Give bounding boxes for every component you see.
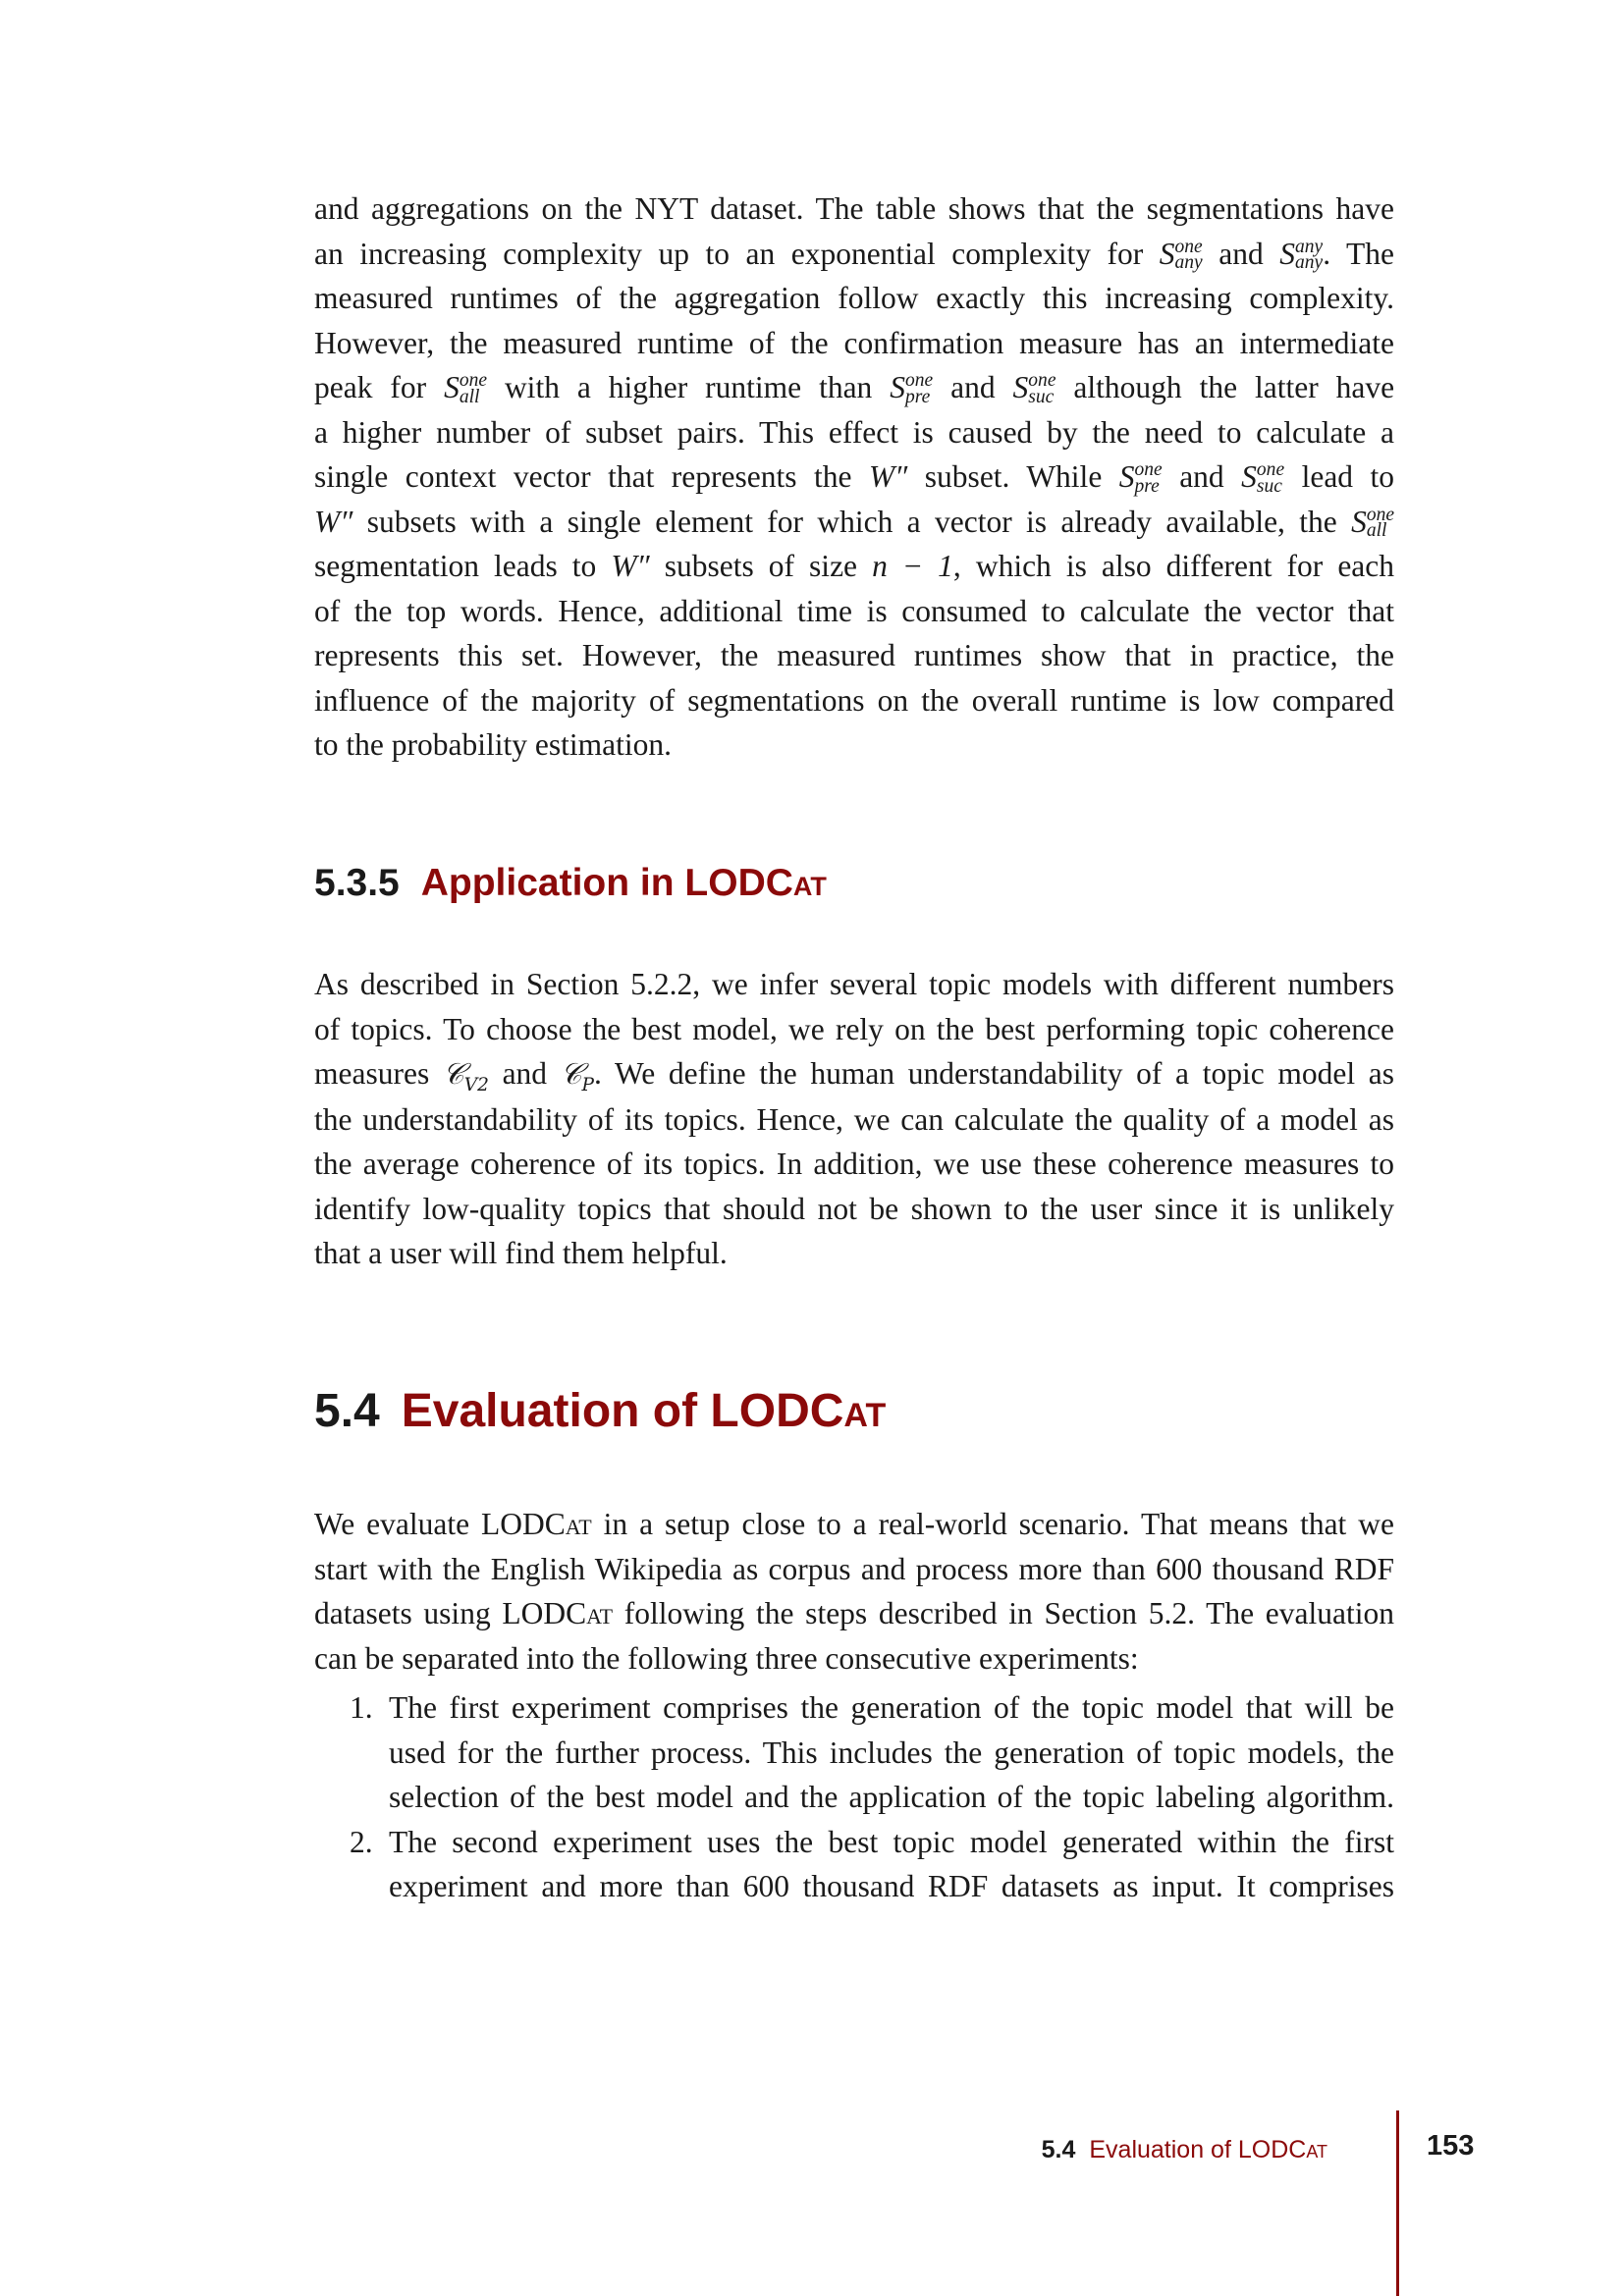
text-line: and aggregations on the NYT dataset. The table shows that the segmentations have: [314, 191, 1394, 226]
math-s-one-any: S one any: [1159, 236, 1203, 274]
text-line: used for the further process. This includes the generation of topic models, the: [389, 1735, 1394, 1770]
text-line: an increasing complexity up to an exponential complexity for S one any and S any any . The: [314, 236, 1395, 274]
paragraph-runtime-analysis: [314, 187, 1394, 768]
text-line: segmentation leads to W″ subsets of size n − 1, which is also different for each: [314, 549, 1395, 583]
math-s-one-suc: S one suc: [1241, 459, 1285, 497]
paragraph-evaluation: [314, 1502, 1394, 1681]
footer-divider: [1396, 2110, 1399, 2296]
section-title: Evaluation of LODCat: [401, 1385, 887, 1437]
footer-section-number: 5.4: [1041, 2136, 1076, 2163]
math-s-one-all: S one all: [1351, 504, 1395, 542]
subsection-title: Application in LODCat: [420, 862, 827, 904]
text-line: However, the measured runtime of the confirmation measure has an intermediate: [314, 325, 1394, 360]
math-w-double-prime: W″: [868, 459, 908, 494]
footer-section-title: Evaluation of LODCat: [1089, 2136, 1327, 2163]
text-line: of the top words. Hence, additional time is consumed to calculate the vector that: [314, 593, 1394, 628]
text-line: measured runtimes of the aggregation follow exactly this increasing complexity.: [314, 281, 1394, 315]
text-line: that a user will find them helpful.: [314, 1236, 728, 1270]
text-line: single context vector that represents the W″ subset. While S one pre and S one suc lead to: [314, 459, 1395, 497]
math-s-any-any: S any any: [1279, 236, 1324, 274]
text-line: As described in Section 5.2.2, we infer several topic models with different numbers: [314, 967, 1394, 1001]
text-line: measures 𝒞$_{V2}$ and 𝒞$_P$. We define the human understandability of a topic model as: [314, 1056, 1395, 1095]
text-line: influence of the majority of segmentations on the overall runtime is low compared: [314, 682, 1394, 718]
math-c-v2: 𝒞$_{V2}$: [442, 1057, 489, 1095]
math-s-one-pre: S one pre: [890, 370, 934, 407]
subsection-number: 5.3.5: [314, 862, 400, 904]
text-line: selection of the best model and the application of the topic labeling algorithm.: [389, 1780, 1394, 1814]
text-line: a higher number of subset pairs. This effect is caused by the need to calculate a: [314, 414, 1394, 450]
text-line: of topics. To choose the best model, we rely on the best performing topic coherence: [314, 1011, 1394, 1046]
text-line: We evaluate LODCat in a setup close to a real-world scenario. That means that we: [314, 1507, 1394, 1541]
text-line: to the probability estimation.: [314, 727, 672, 762]
text-line: the average coherence of its topics. In addition, we use these coherence measures to: [314, 1147, 1394, 1181]
paragraph-application: [314, 962, 1394, 1276]
math-s-one-pre: S one pre: [1118, 459, 1163, 497]
text-line: The first experiment comprises the generation of the topic model that will be: [389, 1690, 1394, 1725]
list-item: [314, 1820, 1394, 1909]
math-s-one-all: S one all: [444, 370, 487, 407]
text-line: datasets using LODCat following the steps described in Section 5.2. The evaluation: [314, 1596, 1395, 1630]
section-number: 5.4: [314, 1385, 380, 1437]
math-s-one-suc: S one suc: [1012, 370, 1056, 407]
list-marker: 1.: [350, 1690, 373, 1725]
math-w-double-prime: W″: [314, 504, 353, 539]
math-c-p: 𝒞$_P$: [560, 1057, 595, 1095]
footer-section-label: [1042, 2136, 1327, 2164]
math-w-double-prime: W″: [611, 549, 650, 583]
text-line: experiment and more than 600 thousand RDF datasets as input. It comprises: [389, 1869, 1394, 1903]
section-heading: [314, 1384, 886, 1438]
text-line: The second experiment uses the best topic model generated within the first: [389, 1824, 1394, 1859]
text-line: start with the English Wikipedia as corpus and process more than 600 thousand RDF: [314, 1551, 1394, 1586]
subsection-heading: [314, 862, 827, 905]
list-marker: 2.: [350, 1824, 373, 1859]
text-line: identify low-quality topics that should not be shown to the user since it is unlikely: [314, 1191, 1394, 1226]
text-line: the understandability of its topics. Hence, we can calculate the quality of a model as: [314, 1101, 1394, 1137]
text-line: represents this set. However, the measured runtimes show that in practice, the: [314, 638, 1394, 672]
text-line: peak for S one all with a higher runtime than S one pre and S one suc although the latter have: [314, 370, 1395, 407]
page-number: 153: [1427, 2130, 1475, 2162]
math-n-minus-1: n − 1: [872, 549, 953, 583]
experiment-list: [314, 1685, 1394, 1909]
text-line: can be separated into the following three consecutive experiments:: [314, 1640, 1139, 1676]
list-item: [314, 1685, 1394, 1820]
text-line: W″ subsets with a single element for which a vector is already available, the S one all: [314, 504, 1395, 542]
